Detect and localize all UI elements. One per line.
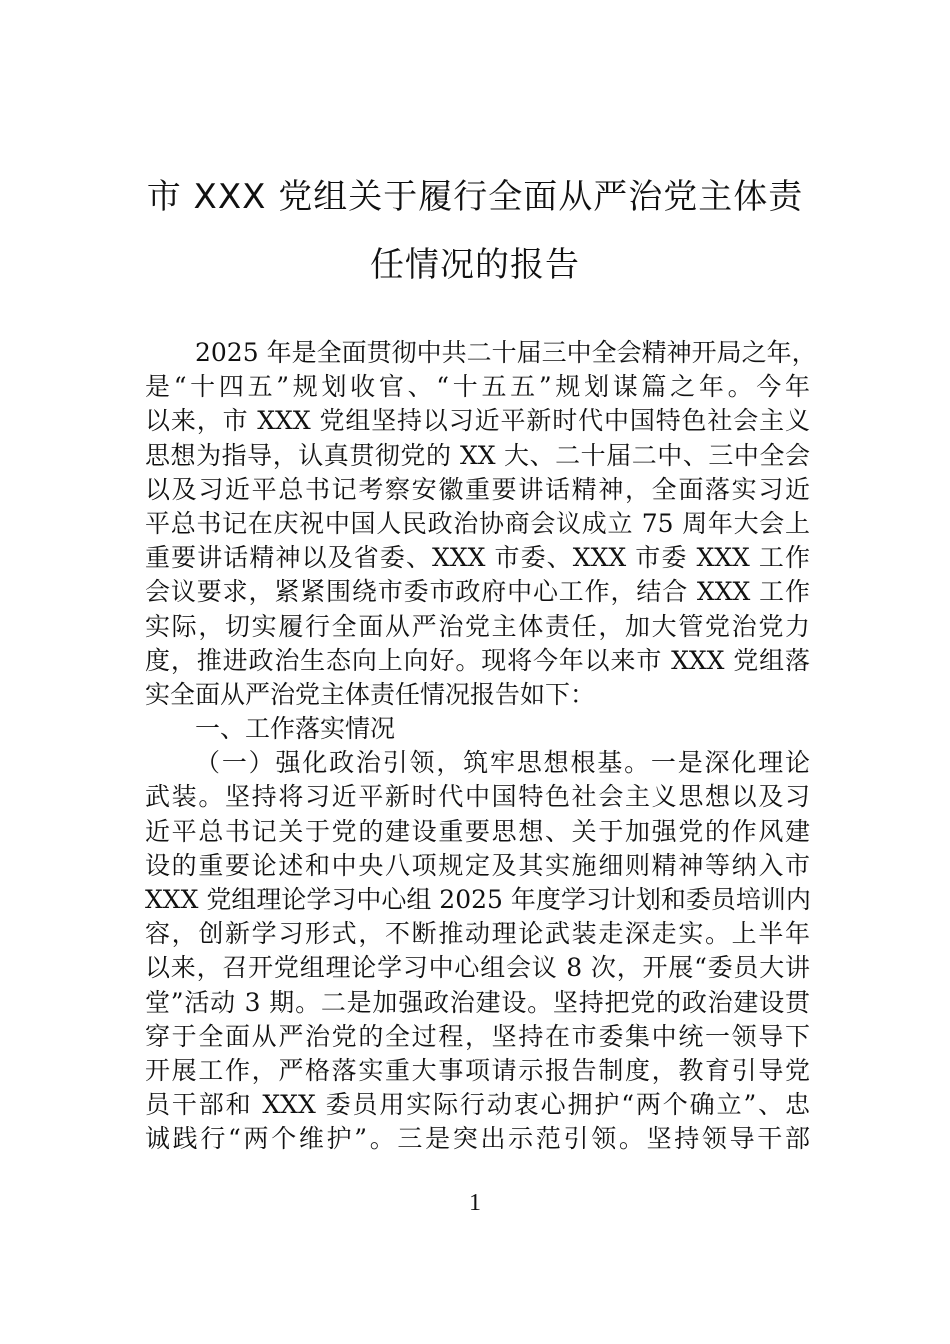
paragraph-line: 穿于全面从严治党的全过程，坚持在市委集中统一领导下 [145,1021,810,1051]
paragraph-line: 是“十四五”规划收官、“十五五”规划谋篇之年。今年 [145,372,810,402]
paragraph-line: 设的重要论述和中央八项规定及其实施细则精神等纳入市 [145,850,810,880]
paragraph-line: 平总书记在庆祝中国人民政治协商会议成立 75 周年大会上 [145,508,810,538]
document-title-line-2: 任情况的报告 [370,245,580,285]
document-title-line-1: 市 XXX 党组关于履行全面从严治党主体责 [146,177,804,217]
paragraph-line: 以来，市 XXX 党组坚持以习近平新时代中国特色社会主义 [145,406,810,436]
paragraph-line: 会议要求，紧紧围绕市委市政府中心工作，结合 XXX 工作 [145,577,810,607]
paragraph-line: 容，创新学习形式，不断推动理论武装走深走实。上半年 [145,919,810,949]
section-heading: 一、工作落实情况 [195,714,396,744]
paragraph-line: 武装。坚持将习近平新时代中国特色社会主义思想以及习 [145,782,810,812]
paragraph-line: 重要讲话精神以及省委、XXX 市委、XXX 市委 XXX 工作 [145,543,810,573]
paragraph-line: 堂”活动 3 期。二是加强政治建设。坚持把党的政治建设贯 [145,987,810,1017]
paragraph-line: 度，推进政治生态向上向好。现将今年以来市 XXX 党组落 [145,645,810,675]
paragraph-line: 员干部和 XXX 委员用实际行动衷心拥护“两个确立”、忠 [145,1090,810,1120]
paragraph-line: 以来，召开党组理论学习中心组会议 8 次，开展“委员大讲 [145,953,810,983]
document-body [145,336,817,1157]
paragraph-line: 思想为指导，认真贯彻党的 XX 大、二十届二中、三中全会 [145,440,810,470]
paragraph-line: 实际，切实履行全面从严治党主体责任，加大管党治党力 [145,611,810,641]
paragraph-line: 近平总书记关于党的建设重要思想、关于加强党的作风建 [145,816,810,846]
paragraph-line: XXX 党组理论学习中心组 2025 年度学习计划和委员培训内 [145,885,811,914]
paragraph-line: 开展工作，严格落实重大事项请示报告制度，教育引导党 [145,1055,810,1085]
paragraph-line: 实全面从严治党主体责任情况报告如下： [145,679,596,709]
paragraph-line: 2025 年是全面贯彻中共二十届三中全会精神开局之年， [195,338,817,367]
paragraph-line: 诚践行“两个维护”。三是突出示范引领。坚持领导干部 [145,1124,810,1154]
paragraph-line: 以及习近平总书记考察安徽重要讲话精神，全面落实习近 [145,474,810,504]
paragraph-line: （一）强化政治引领，筑牢思想根基。一是深化理论 [195,748,810,778]
page-number: 1 [469,1190,481,1216]
